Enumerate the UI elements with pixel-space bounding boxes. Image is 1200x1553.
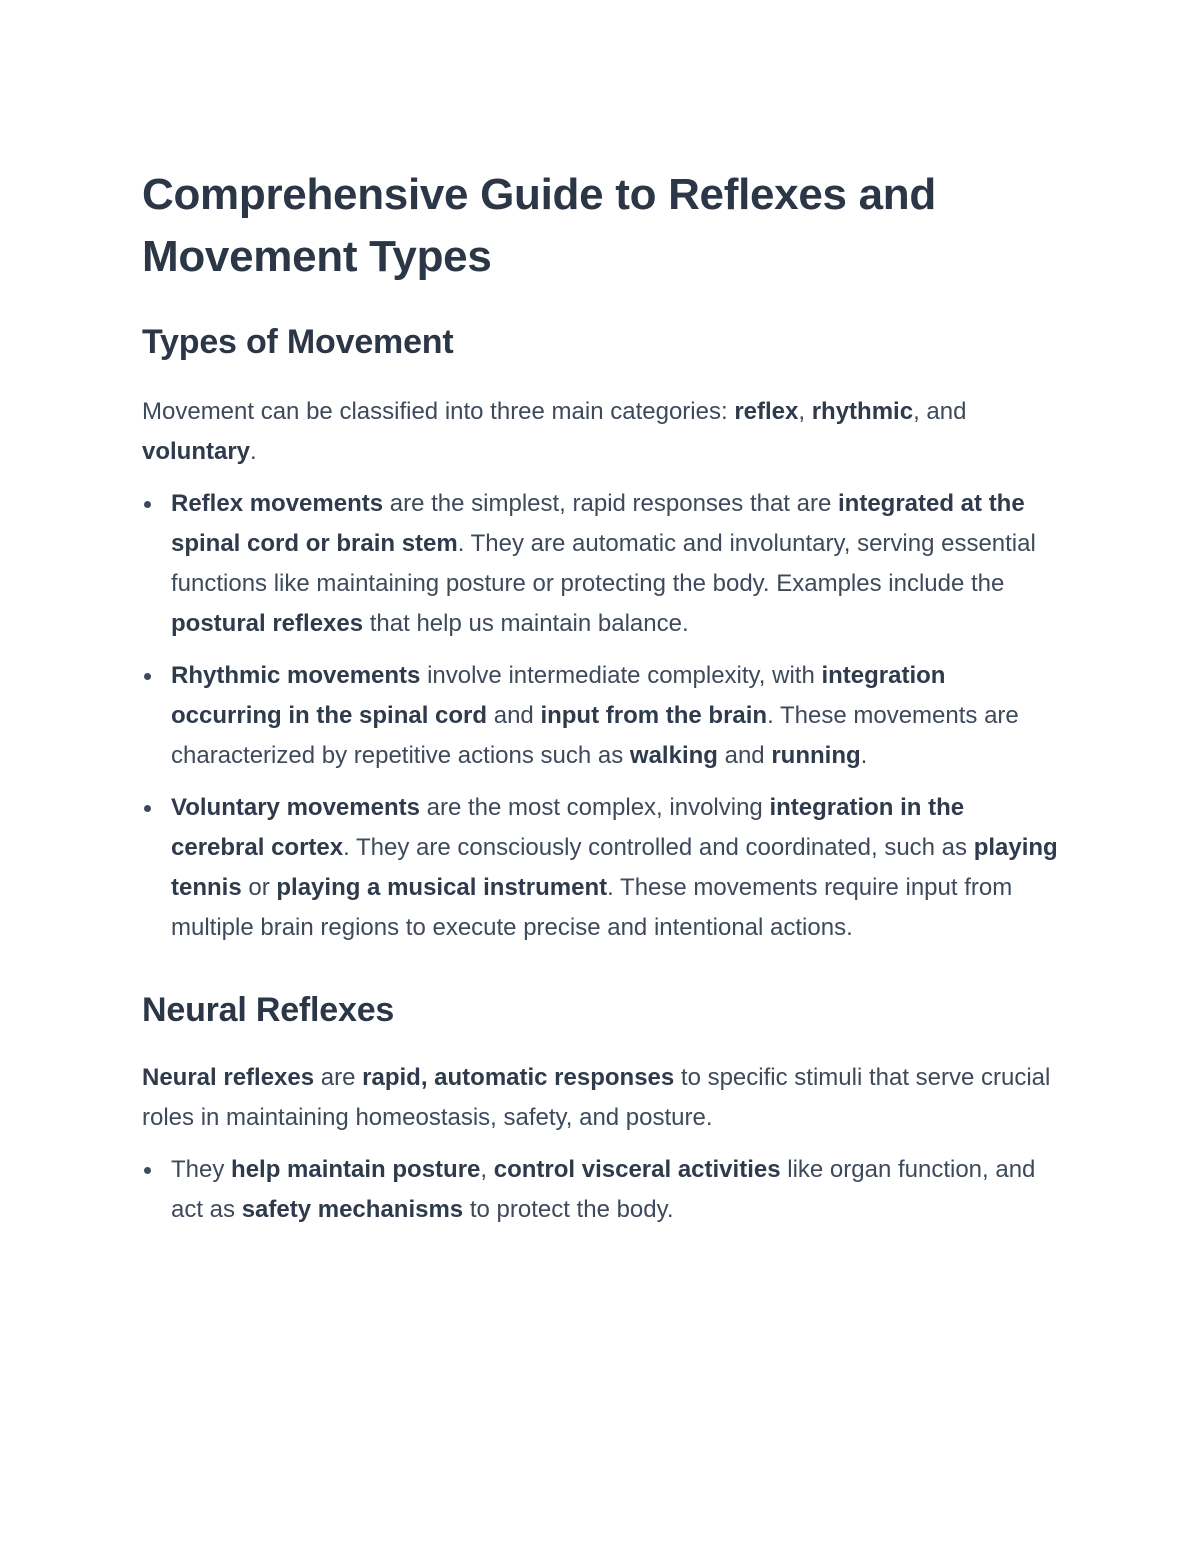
bold-text-run: integration in the cerebral cortex — [171, 794, 965, 861]
text-run: . These movements require input from multiple brain regions to execute precise and intentional actions. — [171, 874, 1013, 941]
bold-text-run: input from the brain — [540, 702, 768, 729]
bullet-dot-icon — [144, 501, 151, 508]
bold-text-run: rapid, automatic responses — [362, 1064, 675, 1091]
bold-text-run: rhythmic — [811, 398, 914, 425]
bullet-dot-icon — [144, 673, 151, 680]
text-run: to protect the body. — [463, 1196, 674, 1223]
bold-text-run: voluntary — [142, 438, 251, 465]
neural-reflexes-list — [142, 1150, 1062, 1230]
section-intro-paragraph — [142, 1058, 1062, 1138]
text-run: , — [798, 398, 812, 425]
text-run: to specific stimuli that serve crucial roles in maintaining homeostasis, safety, and posture. — [142, 1064, 1051, 1131]
document-title: Comprehensive Guide to Reflexes and Movement Types — [142, 170, 936, 281]
list-item — [142, 484, 1062, 644]
text-run: Movement can be classified into three main categories: — [142, 398, 735, 425]
bold-text-run: control visceral activities — [493, 1156, 781, 1183]
document-page — [142, 164, 1062, 1242]
bold-text-run: Voluntary movements — [171, 794, 420, 821]
text-run: . — [860, 742, 868, 769]
text-run: . They are consciously controlled and coordinated, such as — [343, 834, 974, 861]
section-intro-paragraph — [142, 392, 1062, 472]
text-run: that help us maintain balance. — [363, 610, 689, 637]
section-heading-neural-reflexes: Neural Reflexes — [142, 991, 395, 1029]
movement-types-list — [142, 484, 1062, 948]
text-run: , and — [913, 398, 967, 425]
bold-text-run: safety mechanisms — [241, 1196, 464, 1223]
text-run: and — [487, 702, 541, 729]
text-run: are — [314, 1064, 363, 1091]
bold-text-run: integration occurring in the spinal cord — [171, 662, 946, 729]
bold-text-run: postural reflexes — [171, 610, 364, 637]
bold-text-run: help maintain posture — [231, 1156, 481, 1183]
text-run: and — [717, 742, 772, 769]
text-run: are the most complex, involving — [419, 794, 770, 821]
list-item — [142, 788, 1062, 948]
bold-text-run: playing a musical instrument — [276, 874, 608, 901]
text-run: . They are automatic and involuntary, serving essential functions like maintaining posture or protecting the body. Examples include the — [171, 530, 1036, 597]
text-run: or — [241, 874, 277, 901]
bold-text-run: integrated at the spinal cord or brain stem — [171, 490, 1025, 557]
text-run: . — [250, 438, 257, 465]
text-run: like organ function, and act as — [171, 1156, 1036, 1223]
bold-text-run: reflex — [734, 398, 799, 425]
bold-text-run: walking — [629, 742, 718, 769]
bold-text-run: Neural reflexes — [142, 1064, 315, 1091]
section-heading-types-of-movement: Types of Movement — [142, 323, 454, 361]
list-item — [142, 1150, 1062, 1230]
text-run: . These movements are characterized by repetitive actions such as — [171, 702, 1019, 769]
bold-text-run: Rhythmic movements — [171, 662, 421, 689]
text-run: involve intermediate complexity, with — [420, 662, 822, 689]
text-run: , — [480, 1156, 494, 1183]
bold-text-run: running — [771, 742, 861, 769]
bullet-dot-icon — [144, 805, 151, 812]
text-run: are the simplest, rapid responses that are — [383, 490, 838, 517]
bullet-dot-icon — [144, 1167, 151, 1174]
list-item — [142, 656, 1062, 776]
bold-text-run: playing tennis — [171, 834, 1058, 901]
bold-text-run: Reflex movements — [171, 490, 384, 517]
text-run: They — [171, 1156, 232, 1183]
